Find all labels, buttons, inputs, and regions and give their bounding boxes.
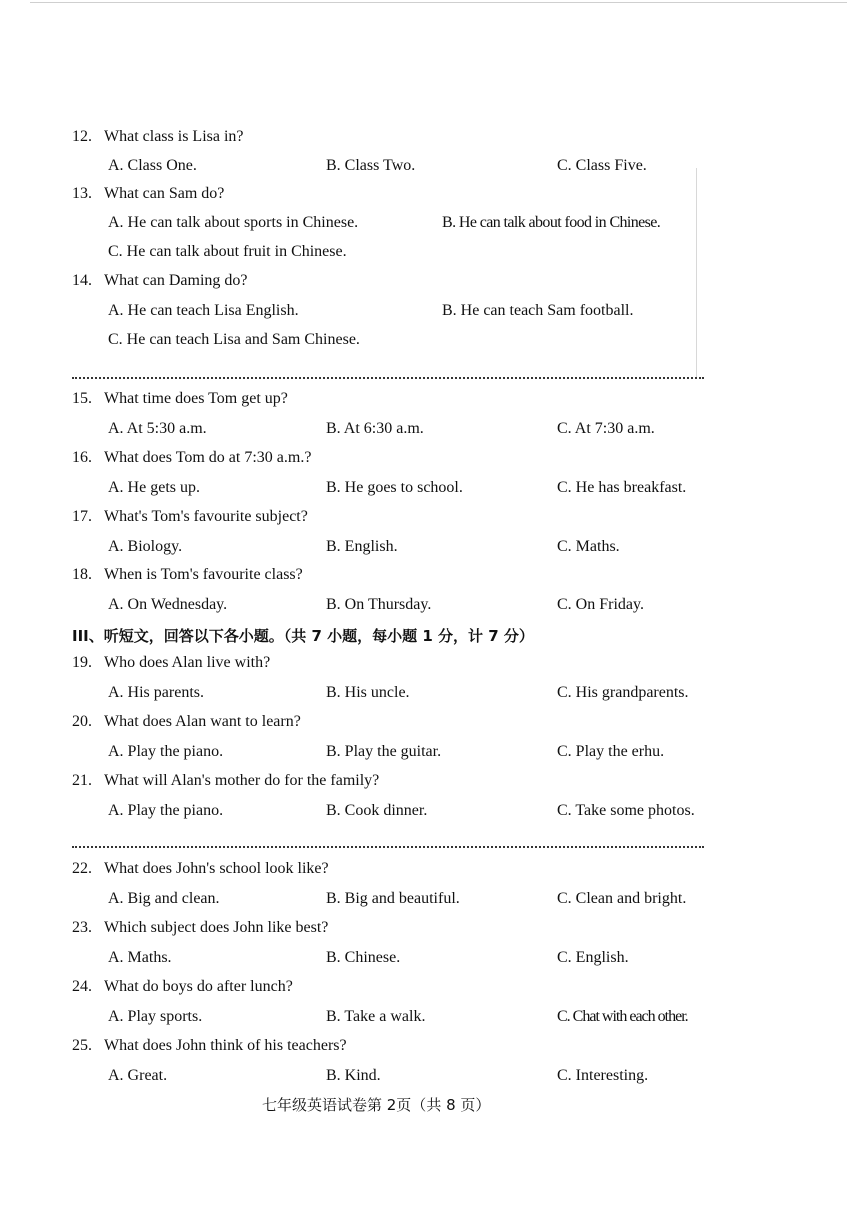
question-number: 13.: [72, 185, 92, 202]
question-25: [72, 1037, 347, 1055]
option-b: B. Play the guitar.: [326, 743, 442, 760]
question-number: 25.: [72, 1037, 92, 1054]
option-c: C. Play the erhu.: [557, 743, 665, 760]
option-c: C. Interesting.: [557, 1067, 649, 1084]
option-a: A. He gets up.: [108, 479, 200, 496]
option-b: B. His uncle.: [326, 684, 410, 701]
question-text: Which subject does John like best?: [104, 919, 329, 936]
option-c: C. He can talk about fruit in Chinese.: [108, 243, 347, 260]
option-b: B. He can talk about food in Chinese.: [442, 214, 661, 231]
question-number: 19.: [72, 654, 92, 671]
question-17: [72, 508, 308, 526]
question-12: [72, 128, 244, 146]
option-a: A. Play sports.: [108, 1008, 203, 1025]
option-a: A. He can teach Lisa English.: [108, 302, 299, 319]
question-text: What does John think of his teachers?: [104, 1037, 347, 1054]
question-text: When is Tom's favourite class?: [104, 566, 303, 583]
option-c: C. Chat with each other.: [557, 1008, 688, 1025]
option-b: B. At 6:30 a.m.: [326, 420, 424, 437]
option-a: A. Big and clean.: [108, 890, 220, 907]
question-text: What does John's school look like?: [104, 860, 329, 877]
option-b: B. Chinese.: [326, 949, 401, 966]
question-18: [72, 566, 303, 584]
question-23: [72, 919, 328, 937]
option-b: B. Kind.: [326, 1067, 381, 1084]
option-b: B. He can teach Sam football.: [442, 302, 634, 319]
question-text: What class is Lisa in?: [104, 128, 244, 145]
question-16: [72, 449, 311, 467]
question-number: 16.: [72, 449, 92, 466]
scan-margin-line: [696, 168, 697, 378]
question-20: [72, 713, 301, 731]
option-c: C. Maths.: [557, 538, 620, 555]
option-c: C. On Friday.: [557, 596, 644, 613]
scan-top-edge: [30, 2, 847, 3]
option-c: C. He has breakfast.: [557, 479, 687, 496]
option-b: B. On Thursday.: [326, 596, 432, 613]
option-a: A. Class One.: [108, 157, 197, 174]
option-a: A. He can talk about sports in Chinese.: [108, 214, 359, 231]
question-22: [72, 860, 329, 878]
question-text: What do boys do after lunch?: [104, 978, 293, 995]
question-number: 15.: [72, 390, 92, 407]
option-b: B. Class Two.: [326, 157, 416, 174]
option-a: A. At 5:30 a.m.: [108, 420, 207, 437]
dotted-separator: [72, 846, 704, 848]
question-19: [72, 654, 270, 672]
section-heading: III、听短文，回答以下各小题。（共 7 小题，每小题 1 分，计 7 分）: [72, 627, 534, 645]
option-a: A. His parents.: [108, 684, 204, 701]
question-13: [72, 185, 224, 203]
question-number: 21.: [72, 772, 92, 789]
option-b: B. He goes to school.: [326, 479, 463, 496]
question-text: What does Tom do at 7:30 a.m.?: [104, 449, 312, 466]
question-21: [72, 772, 379, 790]
option-a: A. Great.: [108, 1067, 168, 1084]
question-text: What can Sam do?: [104, 185, 225, 202]
question-text: What does Alan want to learn?: [104, 713, 301, 730]
question-number: 17.: [72, 508, 92, 525]
option-c: C. English.: [557, 949, 629, 966]
question-number: 23.: [72, 919, 92, 936]
option-a: A. On Wednesday.: [108, 596, 228, 613]
option-b: B. Big and beautiful.: [326, 890, 460, 907]
option-b: B. English.: [326, 538, 398, 555]
question-number: 20.: [72, 713, 92, 730]
question-text: What time does Tom get up?: [104, 390, 288, 407]
question-text: What can Daming do?: [104, 272, 248, 289]
question-text: Who does Alan live with?: [104, 654, 271, 671]
dotted-separator: [72, 377, 704, 379]
option-a: A. Maths.: [108, 949, 172, 966]
option-c: C. His grandparents.: [557, 684, 689, 701]
question-number: 18.: [72, 566, 92, 583]
option-c: C. He can teach Lisa and Sam Chinese.: [108, 331, 360, 348]
question-number: 12.: [72, 128, 92, 145]
option-c: C. Class Five.: [557, 157, 647, 174]
question-24: [72, 978, 293, 996]
question-14: [72, 272, 248, 290]
question-number: 24.: [72, 978, 92, 995]
question-text: What will Alan's mother do for the family?: [104, 772, 380, 789]
option-b: B. Cook dinner.: [326, 802, 428, 819]
option-a: A. Play the piano.: [108, 743, 224, 760]
question-text: What's Tom's favourite subject?: [104, 508, 308, 525]
option-a: A. Play the piano.: [108, 802, 224, 819]
page-footer: 七年级英语试卷第 2页（共 8 页）: [262, 1096, 491, 1114]
option-c: C. Clean and bright.: [557, 890, 687, 907]
question-number: 22.: [72, 860, 92, 877]
option-c: C. At 7:30 a.m.: [557, 420, 655, 437]
question-15: [72, 390, 288, 408]
option-a: A. Biology.: [108, 538, 183, 555]
option-b: B. Take a walk.: [326, 1008, 426, 1025]
option-c: C. Take some photos.: [557, 802, 695, 819]
question-number: 14.: [72, 272, 92, 289]
